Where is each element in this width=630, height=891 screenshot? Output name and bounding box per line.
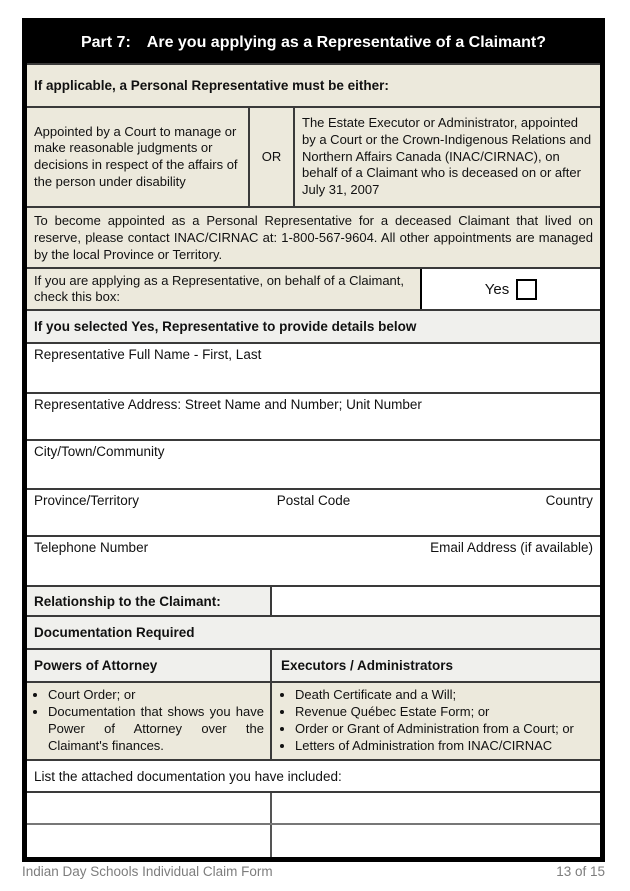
list-attached-documentation-header <box>27 761 600 793</box>
executors-administrators-list <box>272 683 600 759</box>
telephone-email-field[interactable] <box>27 537 600 587</box>
list-item: • Death Certificate and a Will; <box>295 687 594 704</box>
city-field[interactable] <box>27 441 600 490</box>
list-item: • Letters of Administration from INAC/CIRNAC <box>295 738 594 755</box>
documentation-required-text: Documentation Required <box>34 625 195 640</box>
estate-executor-text: The Estate Executor or Administrator, appointed by a Court or the Crown-Indigenous Relations and Northern Affairs Canada (INAC/CIRNAC), on behalf of a Claimant who is deceased on or after July 31, 2007 <box>302 115 592 197</box>
city-label: City/Town/Community <box>34 444 165 459</box>
contact-instructions <box>27 208 600 269</box>
powers-of-attorney-header <box>27 650 272 681</box>
relationship-row <box>27 587 600 617</box>
attached-doc-input-2a[interactable] <box>27 825 272 857</box>
if-applicable-header <box>27 65 600 108</box>
list-item: • Revenue Québec Estate Form; or <box>295 704 594 721</box>
part7-title-bar <box>27 23 600 65</box>
or-separator <box>250 108 295 206</box>
court-appointed-definition <box>27 108 250 206</box>
selected-yes-header <box>27 311 600 344</box>
estate-executor-definition <box>295 108 600 206</box>
address-field[interactable] <box>27 394 600 441</box>
footer-form-title: Indian Day Schools Individual Claim Form <box>22 864 273 879</box>
executors-administrators-header <box>272 650 600 681</box>
documentation-lists-row <box>27 683 600 761</box>
full-name-label: Representative Full Name - First, Last <box>34 347 262 362</box>
applying-as-representative-row <box>27 269 600 311</box>
powers-of-attorney-list <box>27 683 272 759</box>
part-number-label: Part 7: <box>80 34 131 51</box>
relationship-label: Relationship to the Claimant: <box>34 593 221 609</box>
email-label: Email Address (if available) <box>430 540 593 555</box>
relationship-label-cell <box>27 587 272 615</box>
attached-documentation-row-1 <box>27 793 600 825</box>
if-applicable-text: If applicable, a Personal Representative must be either: <box>34 78 389 93</box>
powers-of-attorney-text: Powers of Attorney <box>34 658 158 673</box>
attached-doc-input-2b[interactable] <box>272 825 600 857</box>
footer-page-number: 13 of 15 <box>556 864 605 879</box>
applying-label-text: If you are applying as a Representative, on behalf of a Claimant, check this box: <box>34 272 404 304</box>
applying-label <box>27 269 422 309</box>
country-label: Country <box>545 493 593 508</box>
page-footer <box>22 864 605 879</box>
postal-code-label: Postal Code <box>276 493 351 508</box>
list-item: • Court Order; or <box>48 687 264 704</box>
attached-doc-input-1b[interactable] <box>272 793 600 823</box>
list-item: • Order or Grant of Administration from a Court; or <box>295 721 594 738</box>
yes-checkbox[interactable] <box>516 279 537 300</box>
province-label: Province/Territory <box>34 493 140 508</box>
selected-yes-header-text: If you selected Yes, Representative to provide details below <box>34 319 417 334</box>
documentation-column-headers <box>27 650 600 683</box>
attached-doc-input-1a[interactable] <box>27 793 272 823</box>
executors-administrators-text: Executors / Administrators <box>281 658 454 673</box>
yes-checkbox-cell <box>422 269 600 309</box>
list-attached-text: List the attached documentation you have included: <box>34 768 342 784</box>
representative-definition-row <box>27 108 600 208</box>
address-label: Representative Address: Street Name and Number; Unit Number <box>34 397 422 412</box>
attached-documentation-row-2 <box>27 825 600 857</box>
yes-label: Yes <box>484 280 510 298</box>
documentation-required-header <box>27 617 600 650</box>
claim-form-part7 <box>22 18 605 862</box>
relationship-input-area[interactable] <box>272 587 600 615</box>
part7-question: Are you applying as a Representative of a Claimant? <box>146 34 547 51</box>
court-appointed-text: Appointed by a Court to manage or make reasonable judgments or decisions in respect of the affairs of the person under disability <box>34 123 238 189</box>
province-postal-country-field[interactable] <box>27 490 600 537</box>
or-label: OR <box>261 148 282 164</box>
telephone-label: Telephone Number <box>34 540 149 555</box>
list-item: • Documentation that shows you have Power of Attorney over the Claimant's finances. <box>48 704 264 755</box>
contact-instructions-text: To become appointed as a Personal Representative for a deceased Claimant that lived on reserve, please contact INAC/CIRNAC at: 1-800-567-9604. All other appointments are managed by the local Province or Territory. <box>34 213 593 262</box>
full-name-field[interactable] <box>27 344 600 394</box>
